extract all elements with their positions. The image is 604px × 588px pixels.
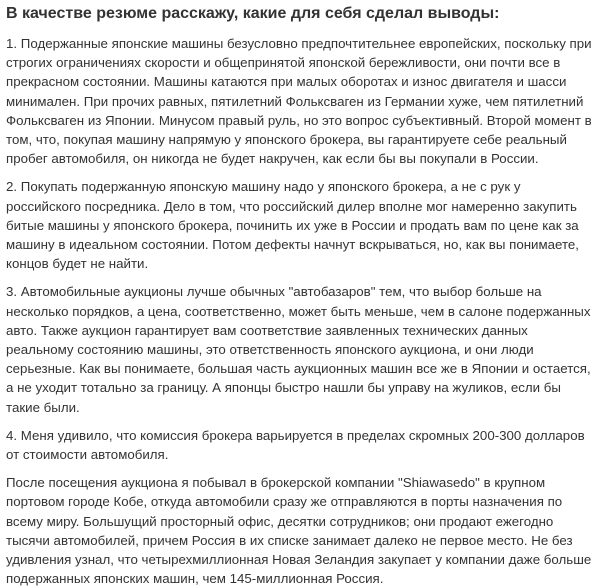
paragraph-broker-visit: После посещения аукциона я побывал в брокерской компании "Shiawasedo" в крупном портовом городе Кобе, откуда автомобили сразу же отправляются в порты назначения по всему миру. Большущий просторный офис, десятки сотрудников; они продают ежегодно тысячи автомобилей, причем Россия в их списке занимает далеко не первое место. Не без удивления узнал, что четырехмиллионная Новая Зеландия закупает у компании даже больше подержанных японских машин, чем 145-миллионная Россия. bbox=[6, 475, 592, 587]
paragraph-conclusion-2: 2. Покупать подержанную японскую машину надо у японского брокера, а не с рук у российского посредника. Дело в том, что российский дилер вполне мог намеренно закупить битые машины у японского брокера, починить их уже в России и продать вам по цене как за машину в идеальном состоянии. Потом дефекты начнут вскрываться, но, как вы понимаете, концов будет не найти. bbox=[6, 179, 580, 272]
article-heading: В качестве резюме расскажу, какие для себя сделал выводы: bbox=[6, 5, 500, 22]
paragraph-conclusion-1: 1. Подержанные японские машины безусловно предпочтительнее европейских, поскольку при строгих ограничениях скорости и общепринятой японской бережливости, они почти все в прекрасном состоянии. Машины катаются при малых оборотах и износ двигателя и шасси минимален. При прочих равных, пятилетний Фольксваген из Германии хуже, чем пятилетний Фольксваген из Японии. Минусом правый руль, но это вопрос субъективный. Второй момент в том, что, покупая машину напрямую у японского брокера, вы гарантируете себе реальный пробег автомобиля, он никогда не будет накручен, как если бы вы покупали в России. bbox=[6, 36, 592, 167]
paragraph-conclusion-4: 4. Меня удивило, что комиссия брокера варьируется в пределах скромных 200-300 долларов от стоимости автомобиля. bbox=[6, 427, 585, 463]
paragraph-conclusion-3: 3. Автомобильные аукционы лучше обычных "автобазаров" тем, что выбор больше на несколько порядков, а цена, соответственно, может быть меньше, чем в салоне подержанных авто. Также аукцион гарантирует вам соответствие заявленных технических данных реальному состоянию машины, это ответственность японского аукциона, и они люди серьезные. Как вы понимаете, большая часть аукционных машин все же в Японии и остается, а не уходит тотально за границу. А японцы быстро нашли бы управу на жуликов, если бы такие были. bbox=[6, 284, 591, 415]
